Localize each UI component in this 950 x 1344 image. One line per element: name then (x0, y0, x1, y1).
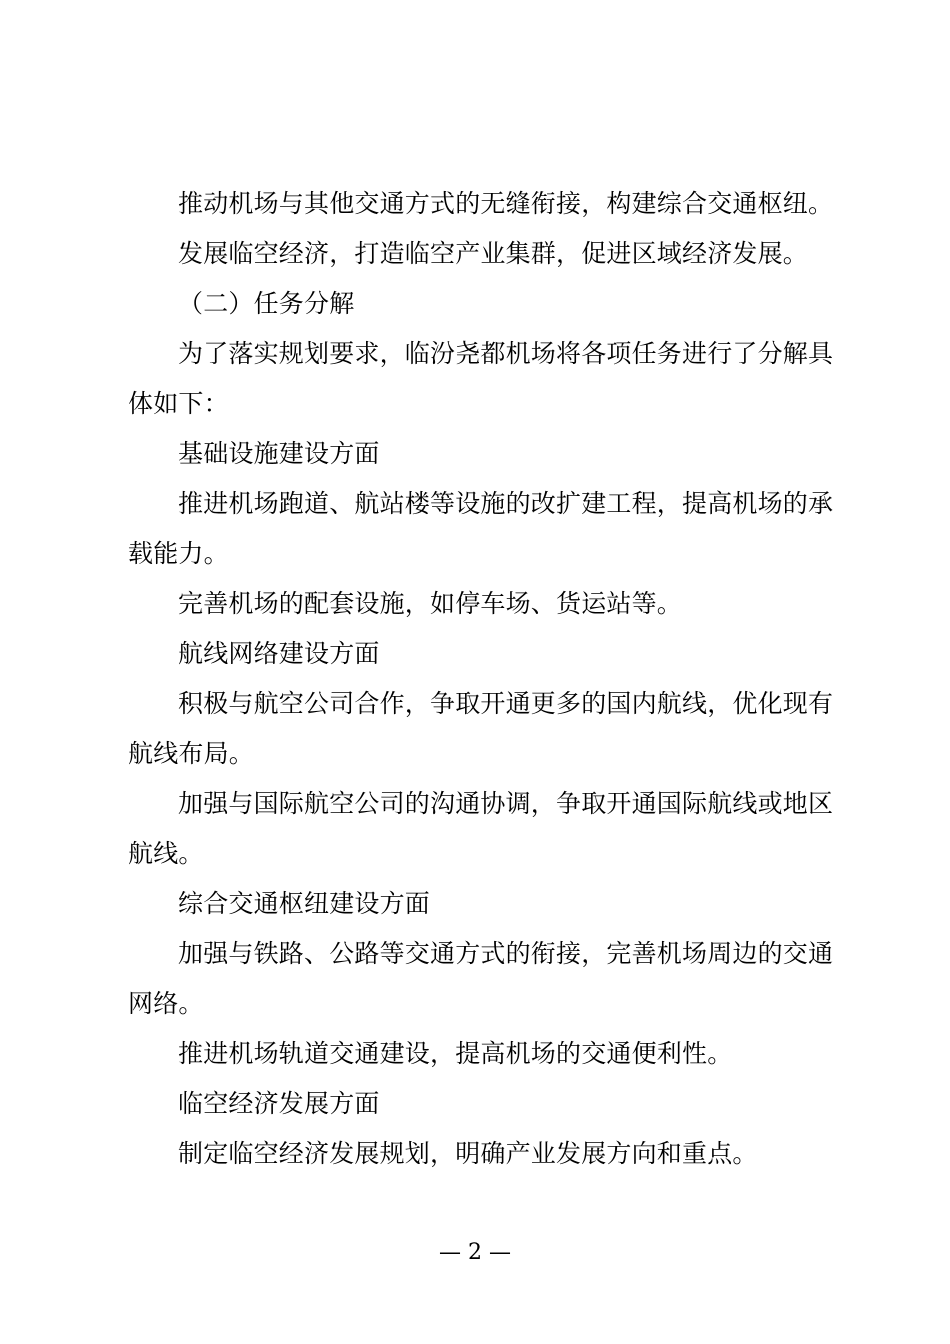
page-number: — 2 — (439, 1240, 511, 1265)
paragraph: 为了落实规划要求，临汾尧都机场将各项任务进行了分解具体如下： (128, 339, 834, 418)
paragraph: 加强与国际航空公司的沟通协调，争取开通国际航线或地区航线。 (128, 789, 834, 868)
paragraph: 推进机场轨道交通建设，提高机场的交通便利性。 (178, 1039, 733, 1068)
paragraph: 制定临空经济发展规划，明确产业发展方向和重点。 (178, 1139, 758, 1168)
paragraph: 完善机场的配套设施，如停车场、货运站等。 (178, 589, 683, 618)
paragraph: 推进机场跑道、航站楼等设施的改扩建工程，提高机场的承载能力。 (128, 489, 834, 568)
paragraph: 推动机场与其他交通方式的无缝衔接，构建综合交通枢纽。 (178, 189, 834, 218)
subsection-heading: 综合交通枢纽建设方面 (178, 889, 431, 918)
subsection-heading: 临空经济发展方面 (178, 1089, 380, 1118)
paragraph: 发展临空经济，打造临空产业集群，促进区域经济发展。 (178, 239, 809, 268)
paragraph: 积极与航空公司合作，争取开通更多的国内航线，优化现有航线布局。 (128, 689, 834, 768)
section-heading: （二）任务分解 (178, 289, 355, 318)
paragraph: 加强与铁路、公路等交通方式的衔接，完善机场周边的交通网络。 (128, 939, 834, 1018)
document-body (128, 179, 834, 1179)
subsection-heading: 航线网络建设方面 (178, 639, 380, 668)
subsection-heading: 基础设施建设方面 (178, 439, 380, 468)
